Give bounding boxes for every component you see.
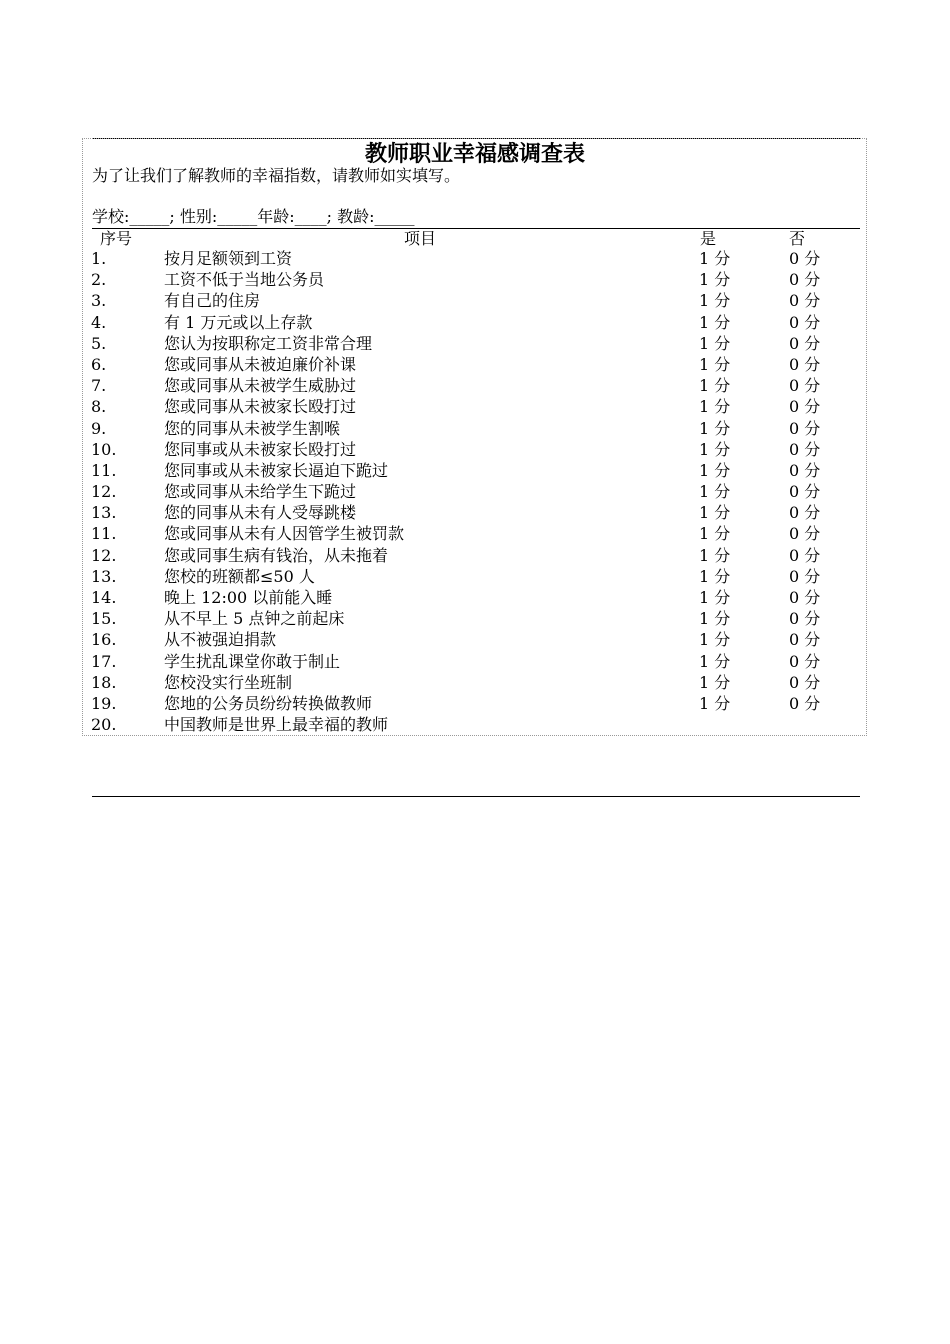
survey-row	[0, 587, 950, 608]
survey-row	[0, 523, 950, 544]
row-no-score: 0 分	[789, 693, 821, 713]
row-no-score: 0 分	[789, 545, 821, 565]
survey-row	[0, 693, 950, 714]
row-number: 8.	[91, 397, 107, 417]
row-item: 从不被强迫捐款	[164, 630, 277, 650]
row-no-score: 0 分	[789, 630, 821, 650]
row-no-score: 0 分	[789, 566, 821, 586]
intro-text: 为了让我们了解教师的幸福指数，请教师如实填写。	[92, 166, 461, 185]
row-number: 12.	[91, 545, 117, 565]
row-no-score: 0 分	[789, 397, 821, 417]
row-yes-score: 1 分	[699, 270, 731, 290]
row-number: 17.	[91, 651, 117, 671]
row-number: 20.	[91, 715, 117, 735]
row-item: 工资不低于当地公务员	[164, 270, 325, 290]
row-yes-score: 1 分	[699, 354, 731, 374]
survey-row	[0, 608, 950, 629]
row-item: 您或同事从未被迫廉价补课	[164, 354, 357, 374]
row-no-score: 0 分	[789, 249, 821, 268]
row-item: 您同事或从未被家长逼迫下跪过	[164, 460, 389, 480]
row-number: 7.	[91, 376, 107, 396]
row-item: 从不早上 5 点钟之前起床	[164, 609, 345, 629]
row-item: 您或同事从未被家长殴打过	[164, 397, 357, 417]
row-yes-score: 1 分	[699, 672, 731, 692]
survey-row	[0, 290, 950, 311]
row-item: 您或同事从未给学生下跪过	[164, 482, 357, 502]
column-header-item: 项目	[404, 229, 437, 248]
row-no-score: 0 分	[789, 376, 821, 396]
row-yes-score: 1 分	[699, 312, 731, 332]
survey-row	[0, 481, 950, 502]
row-item: 您或同事从未有人因管学生被罚款	[164, 524, 405, 544]
row-yes-score: 1 分	[699, 609, 731, 629]
row-number: 16.	[91, 630, 117, 650]
row-item: 按月足额领到工资	[164, 249, 293, 268]
row-item: 您校的班额都≤50 人	[164, 566, 315, 586]
document-title: 教师职业幸福感调查表	[364, 141, 585, 167]
row-no-score: 0 分	[789, 609, 821, 629]
respondent-info-line: 学校:_____; 性别:_____年龄:____; 教龄:_____	[92, 207, 415, 226]
survey-row	[0, 354, 950, 375]
row-number: 1.	[91, 249, 107, 268]
row-yes-score: 1 分	[699, 651, 731, 671]
row-number: 4.	[91, 312, 107, 332]
survey-row	[0, 460, 950, 481]
survey-row	[0, 502, 950, 523]
survey-row	[0, 375, 950, 396]
column-header-number: 序号	[100, 229, 133, 248]
row-number: 2.	[91, 270, 107, 290]
survey-row	[0, 396, 950, 417]
row-item: 有 1 万元或以上存款	[164, 312, 313, 332]
survey-row	[0, 269, 950, 290]
column-header-no: 否	[789, 229, 806, 248]
survey-row	[0, 672, 950, 693]
row-yes-score: 1 分	[699, 333, 731, 353]
row-number: 13.	[91, 566, 117, 586]
survey-row	[0, 333, 950, 354]
row-yes-score: 1 分	[699, 503, 731, 523]
row-number: 12.	[91, 482, 117, 502]
survey-rows	[0, 248, 950, 735]
survey-row	[0, 566, 950, 587]
row-no-score: 0 分	[789, 482, 821, 502]
row-yes-score: 1 分	[699, 397, 731, 417]
row-yes-score: 1 分	[699, 418, 731, 438]
row-item: 晚上 12:00 以前能入睡	[164, 588, 333, 607]
row-no-score: 0 分	[789, 270, 821, 290]
row-no-score: 0 分	[789, 588, 821, 607]
row-number: 5.	[91, 333, 107, 353]
row-item: 学生扰乱课堂你敢于制止	[164, 651, 341, 671]
row-item: 您认为按职称定工资非常合理	[164, 333, 373, 353]
row-no-score: 0 分	[789, 418, 821, 438]
row-number: 9.	[91, 418, 107, 438]
row-no-score: 0 分	[789, 354, 821, 374]
row-item: 您的同事从未被学生割喉	[164, 418, 341, 438]
survey-row	[0, 248, 950, 269]
row-number: 10.	[91, 439, 117, 459]
row-number: 18.	[91, 672, 117, 692]
row-item: 有自己的住房	[164, 291, 261, 311]
row-yes-score: 1 分	[699, 630, 731, 650]
row-item: 您或同事生病有钱治，从未拖着	[164, 545, 389, 565]
row-no-score: 0 分	[789, 503, 821, 523]
row-yes-score: 1 分	[699, 460, 731, 480]
header-rule	[92, 228, 860, 229]
row-yes-score: 1 分	[699, 693, 731, 713]
row-number: 6.	[91, 354, 107, 374]
row-yes-score: 1 分	[699, 588, 731, 607]
row-number: 11.	[91, 524, 117, 544]
row-number: 19.	[91, 693, 117, 713]
survey-row	[0, 629, 950, 650]
row-item: 中国教师是世界上最幸福的教师	[164, 715, 389, 735]
row-yes-score: 1 分	[699, 545, 731, 565]
row-no-score: 0 分	[789, 672, 821, 692]
row-no-score: 0 分	[789, 524, 821, 544]
survey-row	[0, 439, 950, 460]
row-item: 您同事或从未被家长殴打过	[164, 439, 357, 459]
row-no-score: 0 分	[789, 333, 821, 353]
row-no-score: 0 分	[789, 460, 821, 480]
row-no-score: 0 分	[789, 312, 821, 332]
row-number: 3.	[91, 291, 107, 311]
row-no-score: 0 分	[789, 439, 821, 459]
row-item: 您地的公务员纷纷转换做教师	[164, 693, 373, 713]
row-no-score: 0 分	[789, 651, 821, 671]
row-yes-score: 1 分	[699, 524, 731, 544]
survey-row	[0, 651, 950, 672]
survey-row	[0, 714, 950, 735]
row-yes-score: 1 分	[699, 482, 731, 502]
row-item: 您校没实行坐班制	[164, 672, 293, 692]
row-no-score: 0 分	[789, 291, 821, 311]
row-number: 11.	[91, 460, 117, 480]
row-yes-score: 1 分	[699, 439, 731, 459]
row-yes-score: 1 分	[699, 291, 731, 311]
row-number: 13.	[91, 503, 117, 523]
row-item: 您或同事从未被学生威胁过	[164, 376, 357, 396]
bottom-rule	[92, 796, 860, 797]
survey-row	[0, 545, 950, 566]
survey-row	[0, 312, 950, 333]
row-number: 15.	[91, 609, 117, 629]
row-yes-score: 1 分	[699, 566, 731, 586]
row-yes-score: 1 分	[699, 376, 731, 396]
row-item: 您的同事从未有人受辱跳楼	[164, 503, 357, 523]
survey-row	[0, 418, 950, 439]
column-header-yes: 是	[700, 229, 717, 248]
row-number: 14.	[91, 588, 117, 607]
row-yes-score: 1 分	[699, 249, 731, 268]
